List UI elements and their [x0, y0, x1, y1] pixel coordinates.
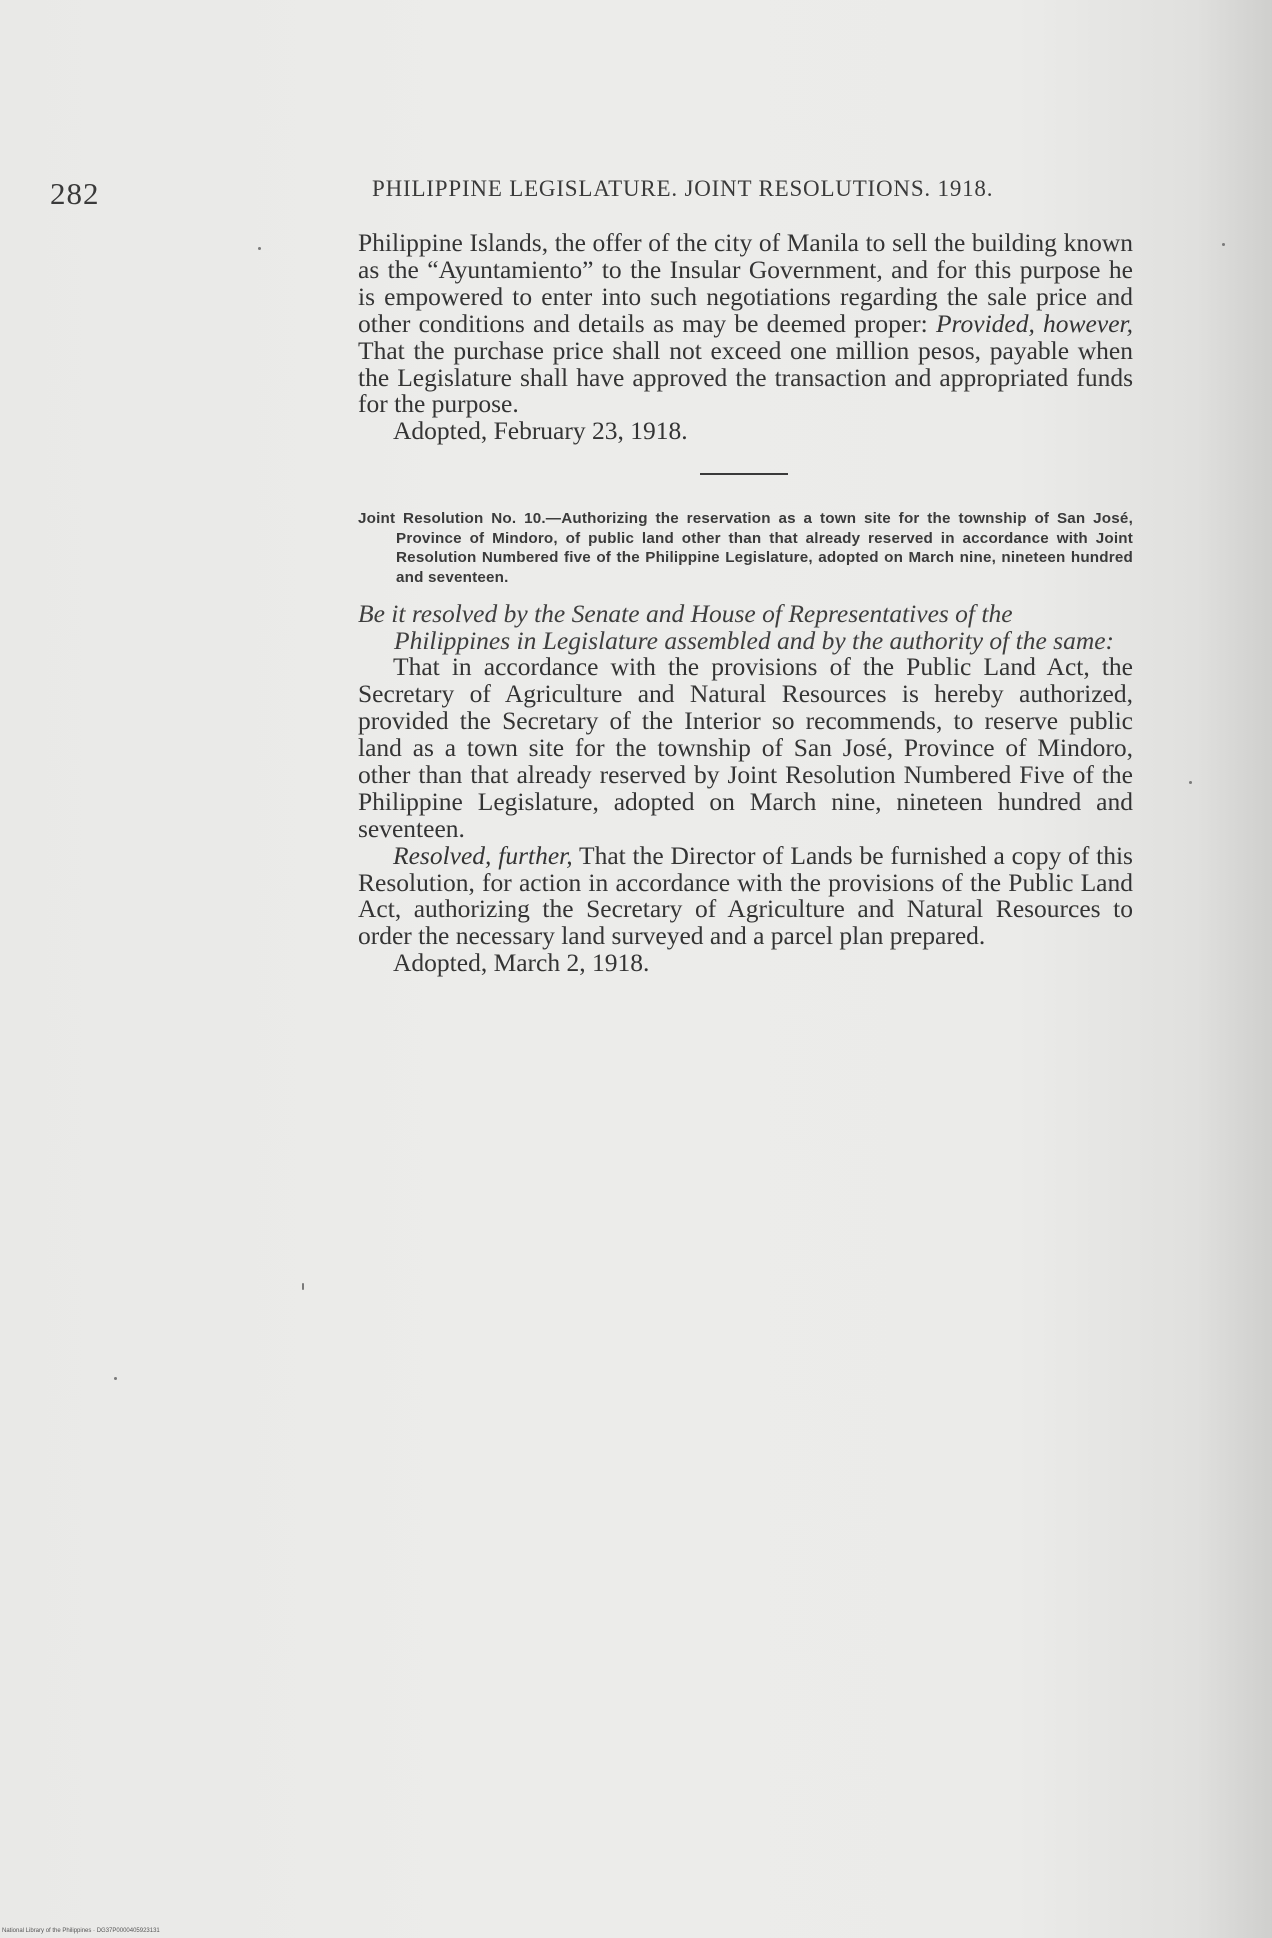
resolution-paragraph-2 — [358, 840, 1133, 951]
resolution-paragraph-2-text: That the Director of Lands be furnished a copy of this Resolution, for action in accordance with the provisions of the Public Land Act, authorizing the Secretary of Agriculture and Natural Resources to order the necessary land surveyed and a parcel plan prepared. — [358, 840, 1133, 951]
scan-speck — [114, 1377, 117, 1380]
running-head — [372, 176, 1102, 202]
continuation-paragraph — [358, 230, 1133, 418]
running-head-text: PHILIPPINE LEGISLATURE. JOINT RESOLUTIONS. 1918. — [372, 176, 994, 201]
scan-speck — [258, 247, 261, 250]
resolved-further-italic: Resolved, further, — [393, 840, 573, 870]
text-column — [358, 230, 1133, 977]
scan-speck — [1222, 243, 1225, 246]
provided-italic: Provided, however, — [935, 308, 1133, 338]
continuation-text-b: That the purchase price shall not exceed one million pesos, payable when the Legislature shall have approved the transaction and appropriated funds for the purpose. — [358, 335, 1133, 419]
continuation-text-a: Philippine Islands, the offer of the city of Manila to sell the building known as the “Ayuntamiento” to the Insular Government, and for this purpose he is empowered to enter into such negotiations regarding the sale price and other conditions and details as may be deemed proper: — [358, 228, 1133, 338]
resolution-title: Joint Resolution No. 10.—Authorizing the reservation as a town site for the township of San José, Province of Mindoro, of public land other than that already reserved in accordance with Joint Resolution Numbered five of the Philippine Legislature, adopted on March nine, nineteen hundred and seventeen. — [358, 510, 1133, 586]
enacting-clause: Be it resolved by the Senate and House of Representatives of the Philippines in Legislature assembled and by the authority of the same: — [358, 599, 1115, 655]
page-number: 282 — [50, 176, 100, 211]
adopted-date-1: Adopted, February 23, 1918. — [393, 416, 688, 446]
adopted-date-2: Adopted, March 2, 1918. — [393, 948, 650, 978]
footer-credit: National Library of the Philippines · DG37P0000405923131 — [2, 1928, 160, 1934]
scan-speck — [1189, 781, 1192, 784]
resolution-paragraph-1: That in accordance with the provisions of the Public Land Act, the Secretary of Agriculture and Natural Resources is hereby authorized, provided the Secretary of the Interior so recommends, to reserve public land as a town site for the township of San José, Province of Mindoro, other than that already reserved by Joint Resolution Numbered Five of the Philippine Legislature, adopted on March nine, nineteen hundred and seventeen. — [358, 652, 1133, 843]
section-divider — [700, 473, 788, 475]
scan-speck — [302, 1283, 304, 1290]
